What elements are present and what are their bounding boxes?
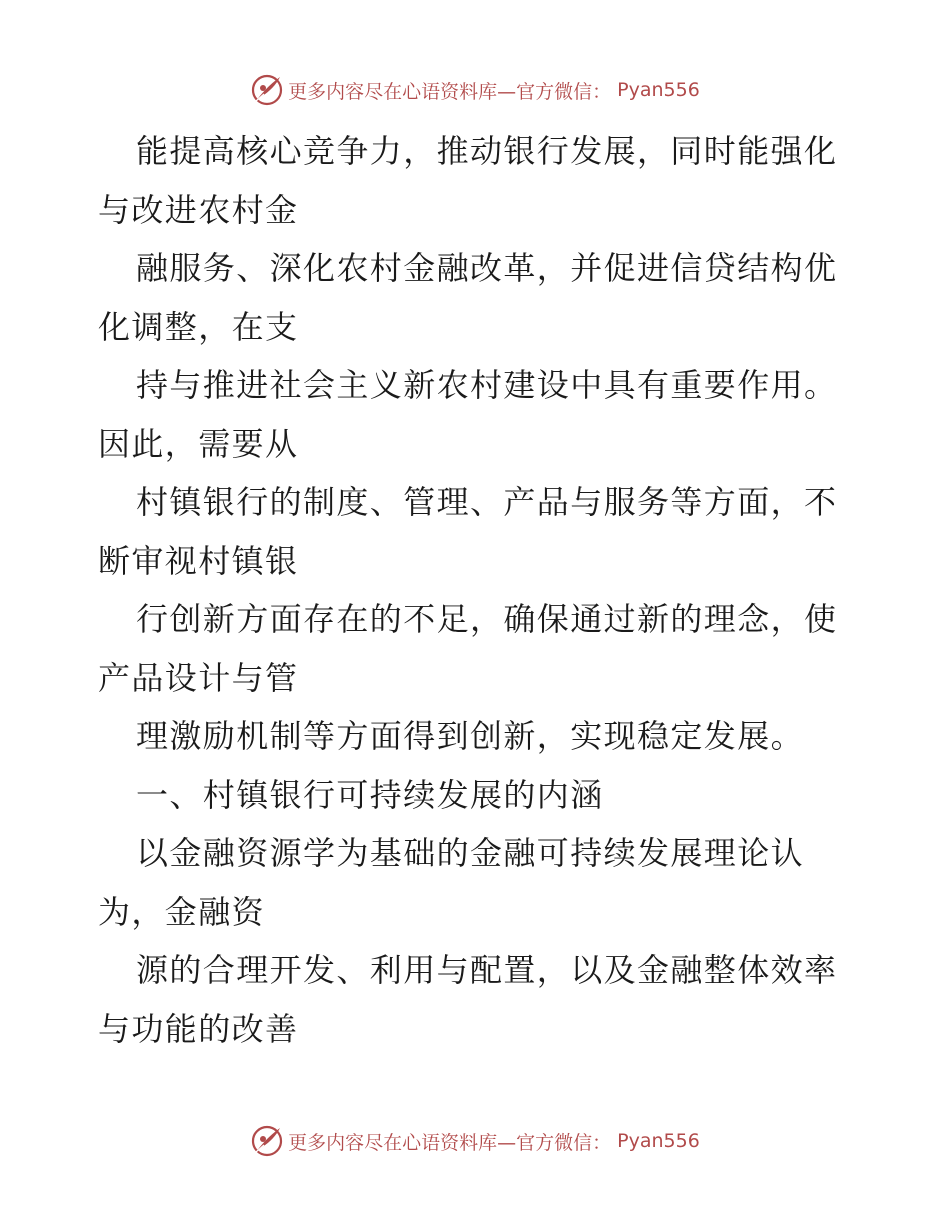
quill-pen-logo-icon <box>250 73 284 107</box>
header-banner-text: 更多内容尽在心语资料库—官方微信： <box>288 80 612 103</box>
footer-wechat-id: Pyan556 <box>617 1130 700 1152</box>
paragraph: 以金融资源学为基础的金融可持续发展理论认为，金融资 <box>98 834 805 931</box>
footer-banner-text: 更多内容尽在心语资料库—官方微信： <box>288 1131 612 1154</box>
document-body <box>98 122 858 1058</box>
paragraph: 村镇银行的制度、管理、产品与服务等方面，不断审视村镇银 <box>98 483 838 580</box>
paragraph: 理激励机制等方面得到创新，实现稳定发展。 <box>136 717 805 755</box>
paragraph: 融服务、深化农村金融改革，并促进信贷结构优化调整，在支 <box>98 249 838 346</box>
section-heading: 一、村镇银行可持续发展的内涵 <box>136 775 604 814</box>
paragraph: 持与推进社会主义新农村建设中具有重要作用。因此，需要从 <box>98 366 838 463</box>
paragraph: 能提高核心竞争力，推动银行发展，同时能强化与改进农村金 <box>98 132 838 229</box>
header-wechat-id: Pyan556 <box>617 79 700 101</box>
footer-banner <box>0 1121 950 1161</box>
header-banner <box>0 70 950 110</box>
paragraph: 源的合理开发、利用与配置，以及金融整体效率与功能的改善 <box>98 951 838 1048</box>
paragraph: 行创新方面存在的不足，确保通过新的理念，使产品设计与管 <box>98 600 838 697</box>
quill-pen-logo-icon <box>250 1124 284 1158</box>
